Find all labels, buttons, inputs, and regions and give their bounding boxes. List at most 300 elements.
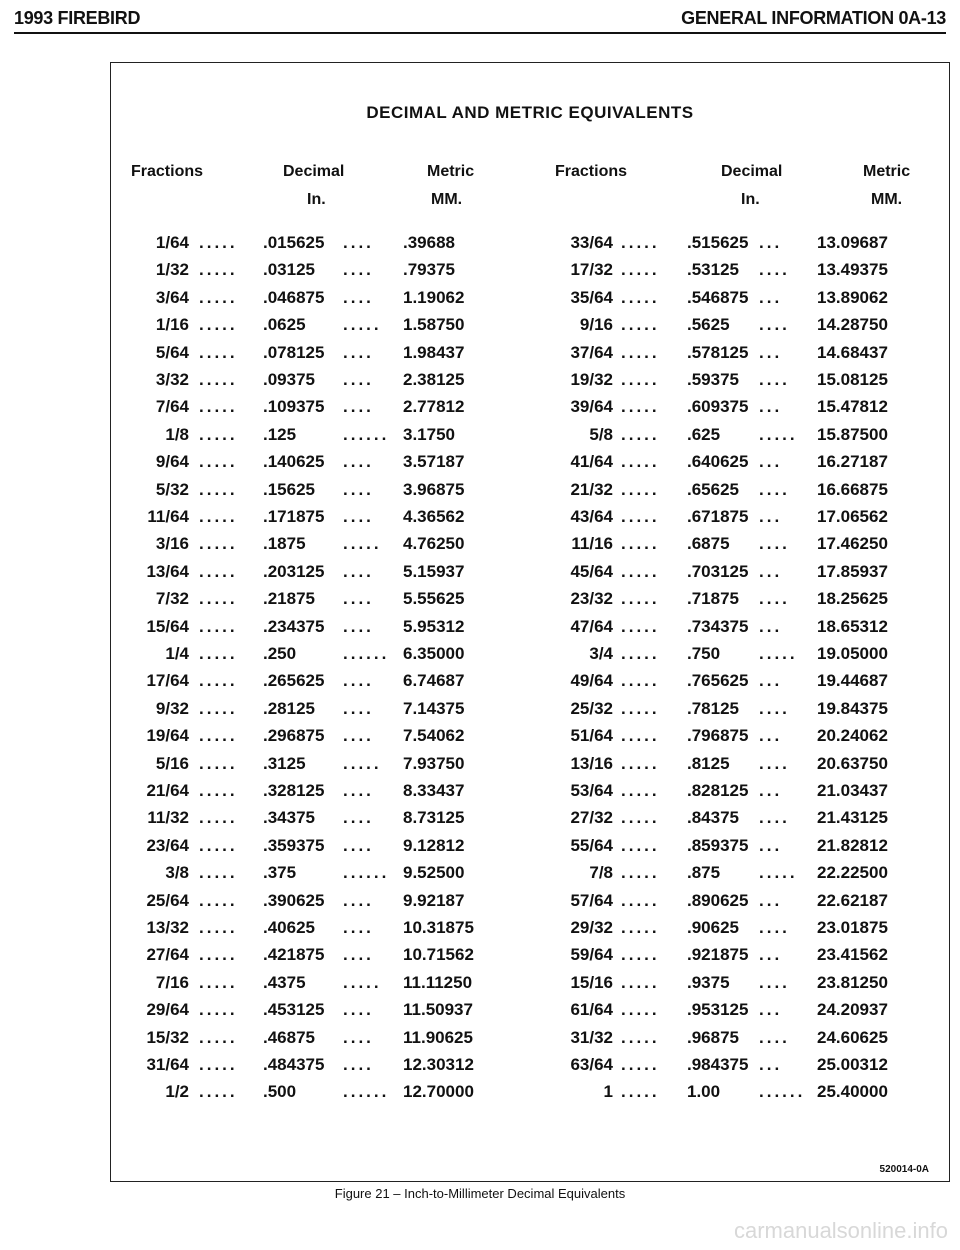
left-dots-a: ..... — [199, 698, 238, 718]
left-metric: 7.93750 — [403, 753, 465, 773]
table-row — [111, 781, 951, 808]
left-decimal: .203125 — [263, 561, 325, 581]
right-decimal: .921875 — [687, 945, 749, 965]
table-frame — [110, 62, 950, 1182]
left-fraction: 23/64 — [146, 835, 189, 855]
left-dots-b: ...... — [343, 1082, 390, 1102]
right-fraction: 39/64 — [570, 397, 613, 417]
right-fraction: 19/32 — [570, 370, 613, 389]
right-decimal: .71875 — [687, 589, 739, 609]
right-dots-a: ..... — [621, 890, 660, 910]
left-dots-a: ..... — [199, 1055, 238, 1074]
left-fraction: 15/64 — [146, 616, 189, 636]
table-row — [111, 726, 951, 753]
right-decimal: .828125 — [687, 781, 749, 800]
right-metric: 17.46250 — [817, 534, 888, 554]
right-metric: 16.66875 — [817, 479, 888, 499]
left-dots-a: ..... — [199, 233, 238, 252]
right-decimal: .765625 — [687, 671, 749, 691]
left-dots-b: .... — [343, 342, 374, 362]
left-dots-a: ..... — [199, 315, 238, 335]
right-decimal: .59375 — [687, 370, 739, 389]
left-dots-a: ..... — [199, 1082, 238, 1102]
left-dots-b: .... — [343, 781, 374, 800]
left-metric: 3.57187 — [403, 452, 465, 472]
left-dots-b: .... — [343, 726, 374, 746]
table-row — [111, 617, 951, 644]
right-dots-b: ... — [759, 1055, 783, 1074]
left-metric: 5.15937 — [403, 561, 465, 581]
left-dots-b: .... — [343, 698, 374, 718]
left-dots-b: .... — [343, 918, 374, 937]
right-dots-b: .... — [759, 589, 790, 609]
right-fraction: 21/32 — [570, 479, 613, 499]
left-dots-a: ..... — [199, 808, 238, 828]
left-fraction: 13/64 — [146, 561, 189, 581]
right-dots-b: ... — [759, 781, 783, 800]
left-dots-a: ..... — [199, 589, 238, 609]
left-decimal: .15625 — [263, 479, 315, 499]
right-dots-b: ... — [759, 945, 783, 965]
left-dots-b: .... — [343, 589, 374, 609]
left-fraction: 19/64 — [146, 726, 189, 746]
right-dots-b: ..... — [759, 863, 798, 883]
left-dots-a: ..... — [199, 972, 238, 992]
right-fractions-header: Fractions — [555, 163, 628, 180]
left-decimal: .234375 — [263, 616, 325, 636]
right-fraction: 1 — [603, 1082, 613, 1102]
left-dots-b: ..... — [343, 534, 382, 554]
right-decimal: .65625 — [687, 479, 739, 499]
right-dots-a: ..... — [621, 1027, 660, 1047]
right-dots-a: ..... — [621, 589, 660, 609]
left-dots-b: .... — [343, 1000, 374, 1020]
left-fraction: 29/64 — [146, 1000, 189, 1020]
left-fraction: 3/32 — [155, 370, 189, 389]
right-metric: 23.81250 — [817, 972, 888, 992]
table-row — [111, 562, 951, 589]
left-decimal: .40625 — [263, 918, 315, 937]
table-row — [111, 836, 951, 863]
left-metric-header: Metric — [427, 163, 475, 180]
right-metric: 15.47812 — [817, 397, 888, 417]
left-decimal: .1875 — [263, 534, 306, 554]
right-fraction: 31/32 — [570, 1027, 613, 1047]
left-dots-a: ..... — [199, 863, 238, 883]
left-dots-b: .... — [343, 507, 374, 526]
right-metric: 20.63750 — [817, 753, 888, 773]
right-dots-b: ... — [759, 726, 783, 746]
left-dots-b: ...... — [343, 424, 390, 444]
right-dots-a: ..... — [621, 561, 660, 581]
left-dots-a: ..... — [199, 370, 238, 389]
left-decimal: .390625 — [263, 890, 325, 910]
left-dots-a: ..... — [199, 287, 238, 307]
right-dots-a: ..... — [621, 644, 660, 663]
left-metric: 12.30312 — [403, 1055, 474, 1074]
right-fraction: 35/64 — [570, 287, 613, 307]
table-row — [111, 343, 951, 370]
right-dots-b: ... — [759, 616, 783, 636]
right-metric: 23.41562 — [817, 945, 888, 965]
right-fraction: 13/16 — [570, 753, 613, 773]
left-dots-a: ..... — [199, 753, 238, 773]
right-decimal-unit: In. — [741, 191, 760, 208]
table-row — [111, 918, 951, 945]
right-decimal: .90625 — [687, 918, 739, 937]
table-row — [111, 671, 951, 698]
figure-code: 520014-0A — [879, 1164, 929, 1175]
left-dots-b: ...... — [343, 644, 390, 663]
right-decimal: .890625 — [687, 890, 749, 910]
right-dots-b: ... — [759, 397, 783, 417]
left-dots-b: .... — [343, 890, 374, 910]
right-decimal: .84375 — [687, 808, 739, 828]
left-dots-b: .... — [343, 287, 374, 307]
right-metric: 19.84375 — [817, 698, 888, 718]
left-dots-a: ..... — [199, 781, 238, 800]
left-decimal: .265625 — [263, 671, 325, 691]
left-decimal: .421875 — [263, 945, 325, 965]
right-fraction: 9/16 — [579, 315, 613, 335]
left-metric: 10.31875 — [403, 918, 474, 937]
left-dots-a: ..... — [199, 1000, 238, 1020]
left-dots-b: .... — [343, 397, 374, 417]
right-decimal: .9375 — [687, 972, 730, 992]
figure-caption: Figure 21 – Inch-to-Millimeter Decimal Equivalents — [334, 1186, 626, 1201]
right-metric: 23.01875 — [817, 918, 888, 937]
right-fraction: 33/64 — [570, 233, 613, 252]
left-decimal: .03125 — [263, 260, 315, 280]
right-decimal: .5625 — [687, 315, 730, 335]
right-dots-a: ..... — [621, 616, 660, 636]
right-fraction: 57/64 — [570, 890, 613, 910]
left-fraction: 5/16 — [155, 753, 189, 773]
right-fraction: 55/64 — [570, 835, 613, 855]
right-metric: 13.09687 — [817, 233, 888, 252]
right-metric: 14.68437 — [817, 342, 888, 362]
right-dots-b: .... — [759, 370, 790, 389]
left-dots-a: ..... — [199, 890, 238, 910]
right-dots-b: ..... — [759, 424, 798, 444]
left-dots-a: ..... — [199, 260, 238, 280]
left-dots-b: .... — [343, 452, 374, 472]
right-dots-a: ..... — [621, 753, 660, 773]
left-dots-a: ..... — [199, 342, 238, 362]
table-row — [111, 534, 951, 561]
left-decimal: .375 — [263, 863, 297, 883]
table-row — [111, 891, 951, 918]
header-section: GENERAL INFORMATION 0A-13 — [681, 8, 946, 28]
right-metric: 22.22500 — [817, 863, 888, 883]
left-metric: 8.33437 — [403, 781, 465, 800]
right-metric: 22.62187 — [817, 890, 888, 910]
right-fraction: 41/64 — [570, 452, 613, 472]
left-metric: 1.19062 — [403, 287, 465, 307]
left-metric: .39688 — [403, 233, 455, 252]
left-metric: 9.12812 — [403, 835, 465, 855]
right-dots-b: ...... — [759, 1082, 806, 1102]
left-fraction: 17/64 — [146, 671, 189, 691]
left-dots-b: .... — [343, 1027, 374, 1047]
table-row — [111, 808, 951, 835]
right-dots-a: ..... — [621, 698, 660, 718]
left-metric: 4.36562 — [403, 507, 465, 526]
right-decimal: .609375 — [687, 397, 749, 417]
header-model: 1993 FIREBIRD — [14, 8, 141, 28]
left-metric: .79375 — [403, 260, 455, 280]
left-fraction: 15/32 — [146, 1027, 189, 1047]
left-dots-b: ..... — [343, 972, 382, 992]
right-decimal: .8125 — [687, 753, 730, 773]
right-dots-a: ..... — [621, 479, 660, 499]
left-fraction: 31/64 — [146, 1055, 189, 1074]
left-fraction: 5/32 — [155, 479, 189, 499]
left-fraction: 1/64 — [155, 233, 189, 252]
table-row — [111, 699, 951, 726]
right-dots-b: .... — [759, 1027, 790, 1047]
left-dots-a: ..... — [199, 918, 238, 937]
left-decimal: .484375 — [263, 1055, 325, 1074]
left-dots-a: ..... — [199, 616, 238, 636]
left-decimal: .453125 — [263, 1000, 325, 1020]
left-metric-unit: MM. — [431, 191, 463, 208]
left-fraction: 13/32 — [146, 918, 189, 937]
right-metric: 13.89062 — [817, 287, 888, 307]
left-decimal: .46875 — [263, 1027, 315, 1047]
right-decimal: .953125 — [687, 1000, 749, 1020]
table-row — [111, 863, 951, 890]
left-dots-b: ...... — [343, 863, 390, 883]
left-metric: 5.55625 — [403, 589, 465, 609]
right-fraction: 61/64 — [570, 1000, 613, 1020]
table-row — [111, 480, 951, 507]
left-dots-a: ..... — [199, 835, 238, 855]
left-metric: 11.11250 — [403, 972, 473, 992]
left-fraction: 11/32 — [147, 808, 189, 828]
right-dots-b: ... — [759, 287, 783, 307]
right-metric: 13.49375 — [817, 260, 888, 280]
right-fraction: 47/64 — [570, 616, 613, 636]
table-row — [111, 233, 951, 260]
right-dots-b: ... — [759, 671, 783, 691]
left-fraction: 1/32 — [155, 260, 189, 280]
left-metric: 7.54062 — [403, 726, 465, 746]
right-dots-b: ... — [759, 835, 783, 855]
table-row — [111, 1000, 951, 1027]
right-fraction: 11/16 — [571, 534, 613, 554]
table-row — [111, 288, 951, 315]
left-fraction: 9/64 — [155, 452, 189, 472]
right-dots-b: .... — [759, 534, 790, 554]
left-dots-a: ..... — [199, 534, 238, 554]
right-dots-b: .... — [759, 808, 790, 828]
left-fraction: 7/32 — [155, 589, 189, 609]
right-fraction: 49/64 — [570, 671, 613, 691]
right-fraction: 59/64 — [570, 945, 613, 965]
right-dots-b: .... — [759, 753, 790, 773]
table-row — [111, 754, 951, 781]
left-dots-a: ..... — [199, 479, 238, 499]
left-metric: 11.50937 — [403, 1000, 473, 1020]
left-metric: 6.74687 — [403, 671, 465, 691]
right-decimal: .750 — [687, 644, 721, 663]
left-metric: 4.76250 — [403, 534, 465, 554]
right-dots-a: ..... — [621, 233, 660, 252]
left-decimal: .015625 — [263, 233, 325, 252]
right-metric: 20.24062 — [817, 726, 888, 746]
left-metric: 12.70000 — [403, 1082, 474, 1102]
left-dots-a: ..... — [199, 644, 238, 663]
right-dots-a: ..... — [621, 260, 660, 280]
right-decimal: .53125 — [687, 260, 739, 280]
right-fraction: 53/64 — [570, 781, 613, 800]
right-dots-b: .... — [759, 918, 790, 937]
right-metric-header: Metric — [863, 163, 911, 180]
left-decimal: .171875 — [263, 507, 325, 526]
left-dots-b: .... — [343, 616, 374, 636]
right-decimal: .6875 — [687, 534, 730, 554]
left-decimal: .0625 — [263, 315, 306, 335]
right-metric: 21.43125 — [817, 808, 888, 828]
right-dots-b: .... — [759, 260, 790, 280]
left-dots-a: ..... — [199, 671, 238, 691]
left-fraction: 27/64 — [146, 945, 189, 965]
right-metric: 24.60625 — [817, 1027, 888, 1047]
right-dots-a: ..... — [621, 397, 660, 417]
left-fraction: 1/2 — [165, 1082, 189, 1102]
right-dots-a: ..... — [621, 315, 660, 335]
right-metric: 18.65312 — [817, 616, 888, 636]
right-dots-a: ..... — [621, 452, 660, 472]
right-dots-a: ..... — [621, 424, 660, 444]
right-dots-a: ..... — [621, 507, 660, 526]
left-metric: 1.98437 — [403, 342, 465, 362]
table-row — [111, 425, 951, 452]
left-fraction: 1/16 — [155, 315, 189, 335]
right-fraction: 37/64 — [570, 342, 613, 362]
left-decimal: .078125 — [263, 342, 325, 362]
right-fraction: 45/64 — [570, 561, 613, 581]
right-decimal: .875 — [687, 863, 721, 883]
right-decimal: .640625 — [687, 452, 749, 472]
right-fraction: 23/32 — [570, 589, 613, 609]
right-dots-b: ... — [759, 1000, 783, 1020]
left-fraction: 1/8 — [165, 424, 189, 444]
right-metric: 19.05000 — [817, 644, 888, 663]
left-decimal: .328125 — [263, 781, 325, 800]
left-dots-b: .... — [343, 561, 374, 581]
right-decimal: .796875 — [687, 726, 749, 746]
table-row — [111, 315, 951, 342]
table-row — [111, 1055, 951, 1082]
left-fraction: 3/64 — [155, 287, 189, 307]
right-metric: 25.40000 — [817, 1082, 888, 1102]
left-metric: 9.92187 — [403, 890, 465, 910]
right-fraction: 3/4 — [589, 644, 613, 663]
right-decimal: .859375 — [687, 835, 749, 855]
left-metric: 8.73125 — [403, 808, 465, 828]
right-dots-a: ..... — [621, 287, 660, 307]
left-dots-a: ..... — [199, 945, 238, 965]
right-decimal: .515625 — [687, 233, 749, 252]
left-metric: 3.1750 — [403, 424, 455, 444]
left-metric: 10.71562 — [403, 945, 474, 965]
right-dots-b: .... — [759, 315, 790, 335]
left-decimal: .4375 — [263, 972, 306, 992]
page-header — [14, 6, 946, 34]
left-metric: 1.58750 — [403, 315, 465, 335]
table-row — [111, 507, 951, 534]
right-decimal: 1.00 — [687, 1082, 721, 1102]
table-row — [111, 397, 951, 424]
table-row — [111, 973, 951, 1000]
left-decimal: .3125 — [263, 753, 306, 773]
left-decimal: .109375 — [263, 397, 325, 417]
table-row — [111, 452, 951, 479]
left-decimal: .21875 — [263, 589, 315, 609]
right-decimal: .734375 — [687, 616, 749, 636]
right-decimal: .625 — [687, 424, 721, 444]
left-fraction: 7/64 — [155, 397, 189, 417]
right-dots-a: ..... — [621, 1055, 660, 1074]
left-metric: 5.95312 — [403, 616, 465, 636]
table-row — [111, 945, 951, 972]
right-dots-a: ..... — [621, 671, 660, 691]
right-decimal-header: Decimal — [721, 163, 783, 180]
right-fraction: 17/32 — [570, 260, 613, 280]
right-metric-unit: MM. — [871, 191, 903, 208]
left-decimal-header: Decimal — [283, 163, 345, 180]
left-dots-a: ..... — [199, 397, 238, 417]
right-metric: 21.03437 — [817, 781, 888, 800]
right-fraction: 63/64 — [570, 1055, 613, 1074]
right-metric: 15.87500 — [817, 424, 888, 444]
right-metric: 17.06562 — [817, 507, 888, 526]
right-metric: 19.44687 — [817, 671, 888, 691]
right-dots-b: .... — [759, 698, 790, 718]
left-metric: 9.52500 — [403, 863, 465, 883]
left-decimal-unit: In. — [307, 191, 326, 208]
left-decimal: .500 — [263, 1082, 297, 1102]
left-fraction: 11/64 — [147, 507, 189, 526]
right-decimal: .984375 — [687, 1055, 749, 1074]
left-dots-a: ..... — [199, 1027, 238, 1047]
left-fraction: 1/4 — [165, 644, 189, 663]
right-decimal: .578125 — [687, 342, 749, 362]
right-metric: 16.27187 — [817, 452, 888, 472]
left-fraction: 3/8 — [165, 863, 189, 883]
right-metric: 14.28750 — [817, 315, 888, 335]
left-dots-b: .... — [343, 370, 374, 389]
left-dots-b: .... — [343, 671, 374, 691]
watermark: carmanualsonline.info — [733, 1218, 948, 1243]
left-metric: 2.77812 — [403, 397, 465, 417]
left-fraction: 9/32 — [155, 698, 189, 718]
right-metric: 25.00312 — [817, 1055, 888, 1074]
table-title: DECIMAL AND METRIC EQUIVALENTS — [366, 103, 694, 122]
right-dots-a: ..... — [621, 726, 660, 746]
left-dots-a: ..... — [199, 507, 238, 526]
left-decimal: .125 — [263, 424, 297, 444]
right-dots-a: ..... — [621, 781, 660, 800]
right-decimal: .78125 — [687, 698, 739, 718]
right-fraction: 15/16 — [570, 972, 613, 992]
right-decimal: .96875 — [687, 1027, 739, 1047]
left-fractions-header: Fractions — [131, 163, 204, 180]
table-row — [111, 260, 951, 287]
right-decimal: .671875 — [687, 507, 749, 526]
